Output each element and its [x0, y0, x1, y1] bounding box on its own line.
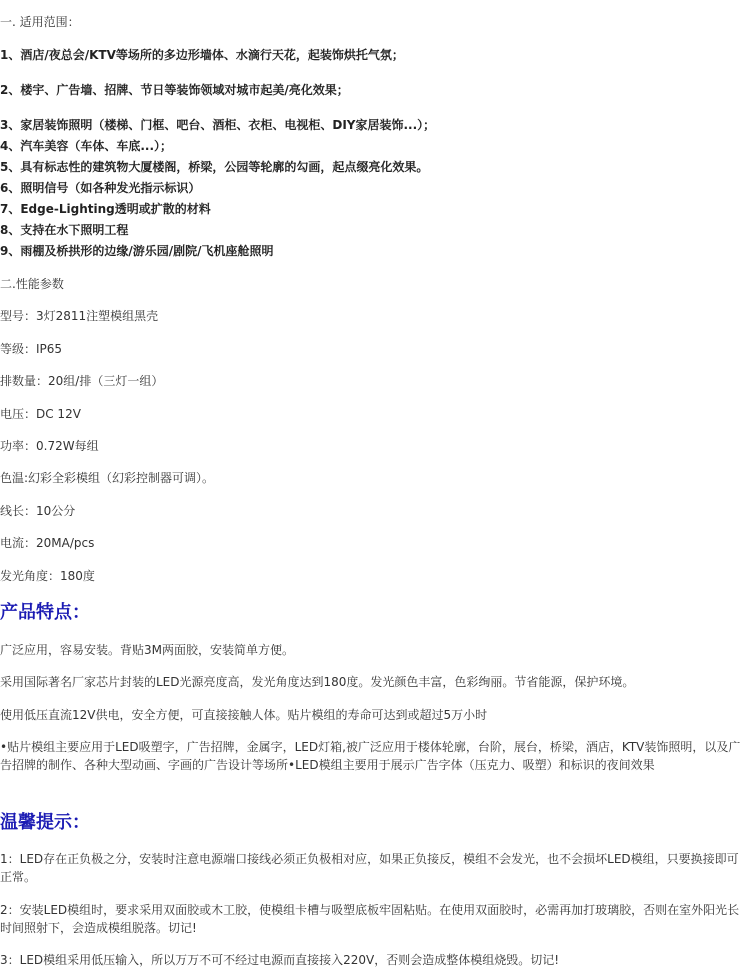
tip-2: 2：安装LED模组时，要求采用双面胶或木工胶，使模组卡槽与吸塑底板牢固粘贴。在使用双面胶时，必需再加打玻璃胶，否则在室外阳光长时间照射下，会造成模组脱落。切记! [0, 903, 740, 935]
param-wire-length: 线长：10公分 [0, 504, 76, 518]
param-current: 电流：20MA/pcs [0, 536, 95, 550]
tip-1: 1：LED存在正负极之分，安装时注意电源端口接线必须正负极相对应，如果正负接反，模组不会发光，也不会损坏LED模组，只要换接即可正常。 [0, 852, 739, 884]
scope-item-2: 2、楼宇、广告墙、招牌、节日等装饰领域对城市起美/亮化效果； [0, 83, 349, 97]
feature-3: 使用低压直流12V供电，安全方便，可直接接触人体。贴片模组的寿命可达到或超过5万小时 [0, 708, 488, 722]
scope-item-5: 5、具有标志性的建筑物大厦楼阁，桥梁，公园等轮廓的勾画，起点缀亮化效果。 [0, 160, 429, 174]
param-model: 型号：3灯2811注塑模组黑壳 [0, 309, 159, 323]
feature-2: 采用国际著名厂家芯片封装的LED光源亮度高，发光角度达到180度。发光颜色丰富，色彩绚丽。节省能源，保护环境。 [0, 675, 635, 689]
param-color-temp: 色温:幻彩全彩模组（幻彩控制器可调）。 [0, 471, 215, 485]
param-angle: 发光角度：180度 [0, 569, 95, 583]
tip-3: 3：LED模组采用低压输入，所以万万不可不经过电源而直接接入220V，否则会造成整体模组烧毁。切记! [0, 953, 560, 967]
scope-item-4: 4、汽车美容（车体、车底...）； [0, 139, 173, 153]
tips-heading: 温馨提示： [0, 812, 90, 833]
scope-item-9: 9、雨棚及桥拱形的边缘/游乐园/剧院/飞机座舱照明 [0, 244, 274, 258]
param-voltage: 电压：DC 12V [0, 407, 81, 421]
feature-4: •贴片模组主要应用于LED吸塑字，广告招牌，金属字，LED灯箱,被广泛应用于楼体轮廓，台阶，展台，桥梁，酒店，KTV装饰照明，以及广告招牌的制作、各种大型动画、字画的广告设计等场所•LED模组主要用于展示广告字体（压克力、吸塑）和标识的夜间效果 [0, 740, 741, 772]
feature-1: 广泛应用，容易安装。背贴3M两面胶，安装简单方便。 [0, 643, 294, 657]
scope-item-3: 3、家居装饰照明（楼梯、门框、吧台、酒柜、衣柜、电视柜、DIY家居装饰...）； [0, 118, 436, 132]
scope-item-7: 7、Edge-Lighting透明或扩散的材料 [0, 202, 211, 216]
scope-item-1: 1、酒店/夜总会/KTV等场所的多边形墙体、水滴行天花，起装饰烘托气氛； [0, 48, 404, 62]
param-row-count: 排数量：20组/排（三灯一组） [0, 374, 164, 388]
scope-item-8: 8、支持在水下照明工程 [0, 223, 129, 237]
scope-title: 一. 适用范围： [0, 15, 80, 29]
param-power: 功率：0.72W每组 [0, 439, 99, 453]
param-grade: 等级：IP65 [0, 342, 63, 356]
scope-item-6: 6、照明信号（如各种发光指示标识） [0, 181, 201, 195]
params-title: 二.性能参数 [0, 277, 64, 291]
features-heading: 产品特点： [0, 602, 90, 623]
